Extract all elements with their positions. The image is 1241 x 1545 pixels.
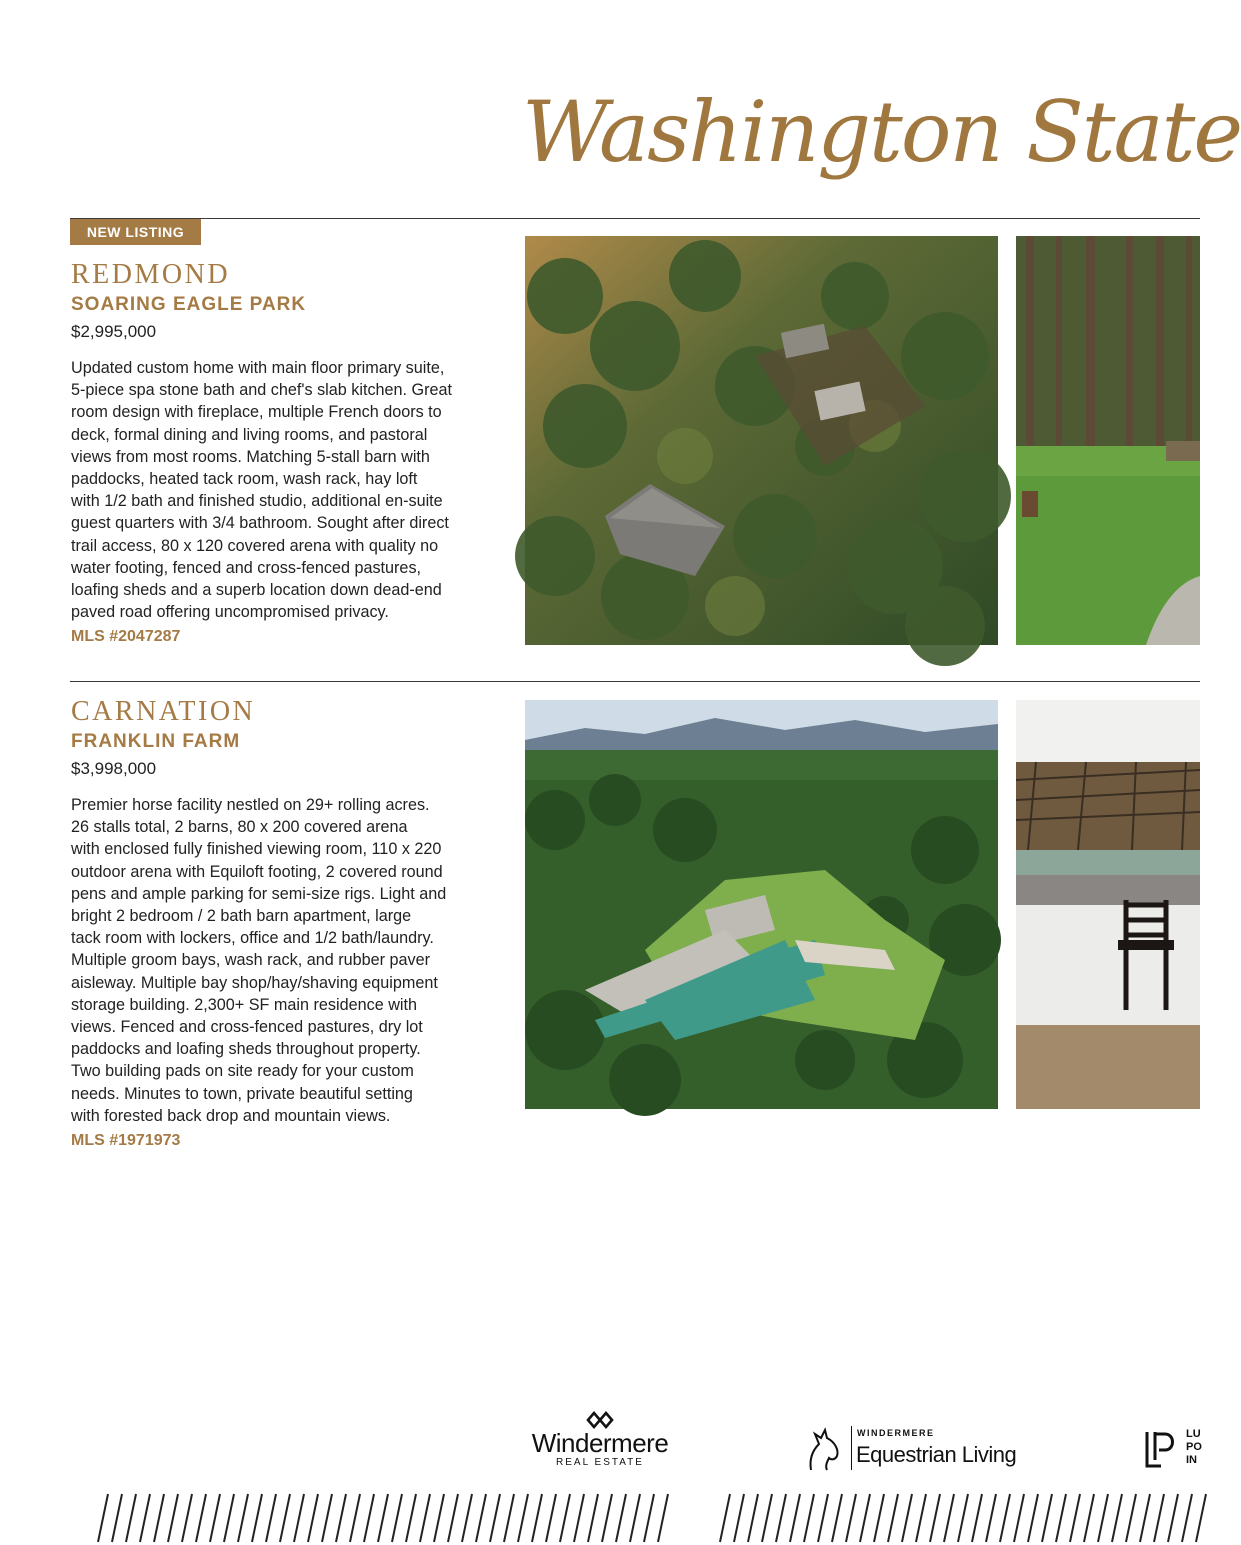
hatch-line (888, 1494, 898, 1542)
hatch-line (776, 1494, 786, 1542)
hatch-line (238, 1494, 248, 1542)
equestrian-name: Equestrian Living (856, 1442, 1017, 1467)
hatch-line (196, 1494, 206, 1542)
hatch-line (308, 1494, 318, 1542)
hatch-line (860, 1494, 870, 1542)
hatch-line (224, 1494, 234, 1542)
hatch-line (972, 1494, 982, 1542)
hatch-line (846, 1494, 856, 1542)
horse-head-icon (805, 1426, 841, 1472)
listing-redmond (71, 258, 501, 650)
listing-photo-viewing-room (1016, 700, 1200, 1109)
hatch-line (874, 1494, 884, 1542)
listing-photo-aerial-forest (525, 236, 998, 645)
hatch-line (804, 1494, 814, 1542)
listing-photo-pasture (1016, 236, 1200, 645)
hatch-line (630, 1494, 640, 1542)
hatch-line (1042, 1494, 1052, 1542)
hatch-line (944, 1494, 954, 1542)
lp-monogram-icon (1143, 1430, 1179, 1470)
hatch-line (210, 1494, 220, 1542)
hatch-line (1182, 1494, 1192, 1542)
hatch-line (1028, 1494, 1038, 1542)
hatch-line (112, 1494, 122, 1542)
hatch-line (560, 1494, 570, 1542)
decorative-hatch-right (712, 1490, 1200, 1545)
hatch-line (602, 1494, 612, 1542)
hatch-line (930, 1494, 940, 1542)
hatch-line (364, 1494, 374, 1542)
listing-description: Premier horse facility nestled on 29+ rolling acres. 26 stalls total, 2 barns, 80 x 200 covered arena with enclosed fully finished viewing room, 110 x 220 outdoor arena with Equiloft footing, 2 covered round pens and ample parking for semi-size rigs. Light and bright 2 bedroom / 2 bath barn apartment, large tack room with lockers, office and 1/2 bath/laundry. Multiple groom bays, wash rack, and rubber paver aisleway. Multiple bay shop/hay/shaving equipment storage building. 2,300+ SF main residence with views. Fenced and cross-fenced pastures, dry lot paddocks and loafing sheds throughout property. Two building pads on site ready for your custom needs. Minutes to town, private beautiful setting with forested back drop and mountain views. (71, 796, 447, 1125)
hatch-line (532, 1494, 542, 1542)
luxury-portfolio-logo (1143, 1428, 1200, 1474)
hatch-line (280, 1494, 290, 1542)
hatch-line (720, 1494, 730, 1542)
hatch-line (462, 1494, 472, 1542)
luxury-portfolio-text: LU PO IN (1186, 1428, 1202, 1466)
hatch-line (434, 1494, 444, 1542)
listing-carnation (71, 695, 501, 1154)
hatch-line (986, 1494, 996, 1542)
hatch-line (1056, 1494, 1066, 1542)
hatch-line (378, 1494, 388, 1542)
listing-photo-aerial-farm (525, 700, 998, 1109)
hatch-line (616, 1494, 626, 1542)
hatch-line (154, 1494, 164, 1542)
equestrian-living-logo (805, 1424, 1020, 1474)
windermere-name: Windermere (531, 1428, 669, 1458)
page-title: Washington State (522, 83, 1241, 181)
hatch-line (1112, 1494, 1122, 1542)
listing-price: $2,995,000 (71, 322, 157, 341)
hatch-line (1098, 1494, 1108, 1542)
listing-mls: MLS #2047287 (71, 628, 181, 646)
section-divider (70, 681, 1200, 682)
hatch-line (958, 1494, 968, 1542)
hatch-line (1070, 1494, 1080, 1542)
hatch-line (168, 1494, 178, 1542)
listing-name: SOARING EAGLE PARK (71, 294, 307, 315)
hatch-line (916, 1494, 926, 1542)
hatch-line (574, 1494, 584, 1542)
windermere-mark-icon (584, 1410, 616, 1430)
hatch-line (734, 1494, 744, 1542)
logo-divider (851, 1426, 852, 1470)
hatch-line (1154, 1494, 1164, 1542)
listing-city: REDMOND (71, 259, 231, 290)
hatch-line (1168, 1494, 1178, 1542)
listing-description: Updated custom home with main floor primary suite, 5-piece spa stone bath and chef's slab kitchen. Great room design with fireplace, multiple French doors to deck, formal dining and living rooms, and pastoral views from most rooms. Matching 5-stall barn with paddocks, heated tack room, wash rack, hay loft with 1/2 bath and finished studio, additional en-suite guest quarters with 3/4 bathroom. Sought after direct trail access, 80 x 120 covered arena with quality no water footing, fenced and cross-fenced pastures, loafing sheds and a superb location down dead-end paved road offering uncompromised privacy. (71, 359, 453, 622)
hatch-line (350, 1494, 360, 1542)
hatch-line (588, 1494, 598, 1542)
hatch-line (1196, 1494, 1206, 1542)
hatch-line (140, 1494, 150, 1542)
hatch-line (1000, 1494, 1010, 1542)
decorative-hatch-left (90, 1490, 662, 1545)
hatch-line (420, 1494, 430, 1542)
equestrian-brand: WINDERMERE (857, 1428, 935, 1438)
hatch-line (504, 1494, 514, 1542)
hatch-line (762, 1494, 772, 1542)
hatch-line (644, 1494, 654, 1542)
section-divider (70, 218, 1200, 219)
hatch-line (336, 1494, 346, 1542)
hatch-line (1014, 1494, 1024, 1542)
hatch-line (476, 1494, 486, 1542)
hatch-line (266, 1494, 276, 1542)
hatch-line (294, 1494, 304, 1542)
hatch-line (322, 1494, 332, 1542)
hatch-line (546, 1494, 556, 1542)
listing-price: $3,998,000 (71, 759, 157, 778)
hatch-line (1126, 1494, 1136, 1542)
listing-mls: MLS #1971973 (71, 1132, 181, 1150)
hatch-line (748, 1494, 758, 1542)
hatch-line (98, 1494, 108, 1542)
windermere-logo (525, 1410, 675, 1472)
hatch-line (1084, 1494, 1094, 1542)
listing-city: CARNATION (71, 696, 256, 727)
hatch-line (182, 1494, 192, 1542)
hatch-line (832, 1494, 842, 1542)
hatch-line (392, 1494, 402, 1542)
windermere-sub: REAL ESTATE (556, 1457, 644, 1468)
hatch-line (518, 1494, 528, 1542)
hatch-line (658, 1494, 668, 1542)
hatch-line (406, 1494, 416, 1542)
hatch-line (126, 1494, 136, 1542)
hatch-line (818, 1494, 828, 1542)
hatch-line (490, 1494, 500, 1542)
hatch-line (790, 1494, 800, 1542)
hatch-line (902, 1494, 912, 1542)
hatch-line (252, 1494, 262, 1542)
hatch-line (1140, 1494, 1150, 1542)
hatch-line (448, 1494, 458, 1542)
new-listing-badge: NEW LISTING (70, 219, 201, 245)
listing-name: FRANKLIN FARM (71, 731, 241, 752)
